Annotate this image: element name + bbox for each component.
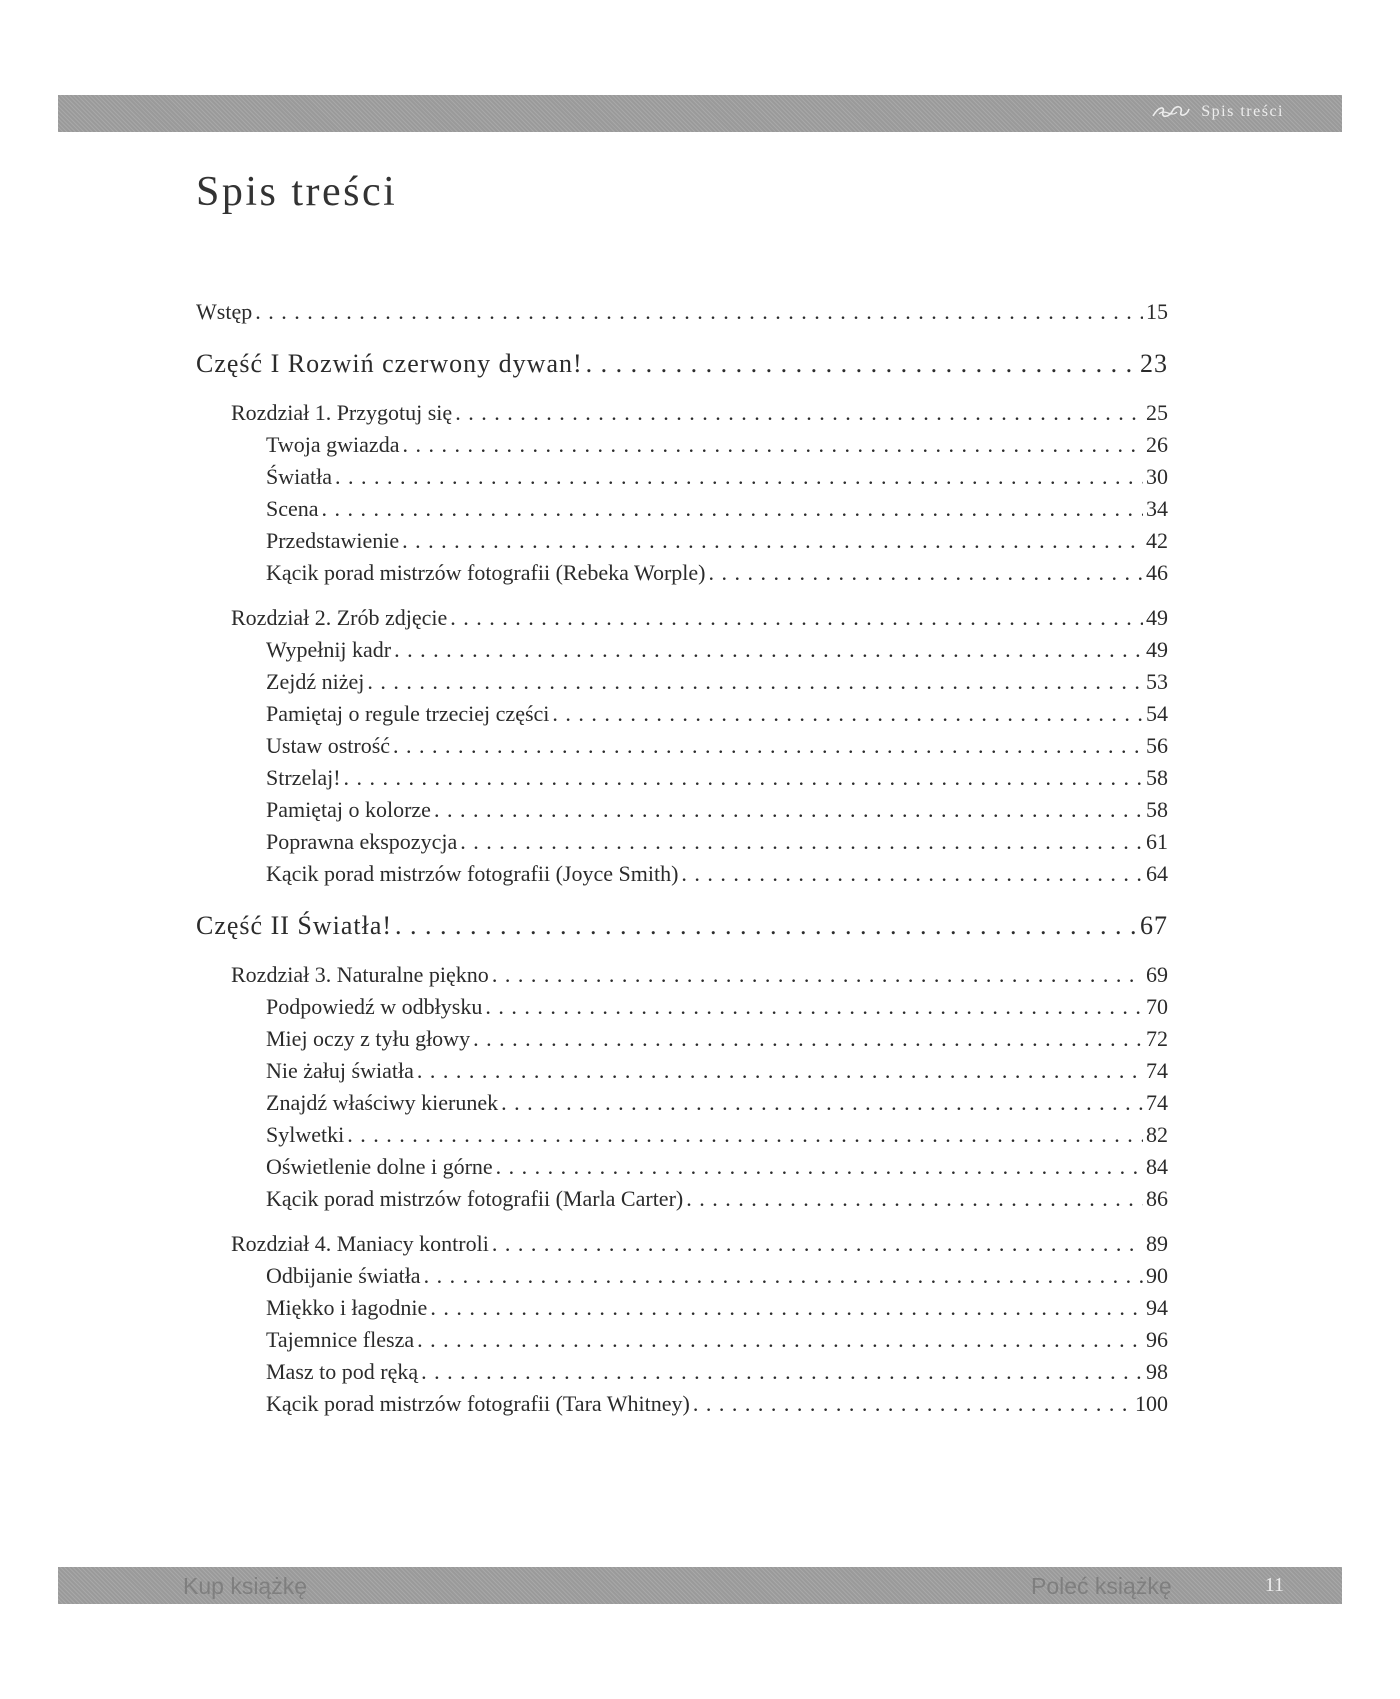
- toc-leader-dots: [455, 397, 1143, 429]
- buy-book-link[interactable]: Kup książkę: [183, 1573, 308, 1599]
- toc-leader-dots: [255, 296, 1143, 328]
- toc-page-number: 25: [1146, 400, 1168, 425]
- toc-page-number: 34: [1146, 496, 1168, 521]
- toc-section[interactable]: [196, 1183, 1168, 1215]
- toc-leader-dots: [501, 1087, 1143, 1119]
- toc-page-number: 56: [1146, 733, 1168, 758]
- running-header: [1151, 103, 1284, 121]
- toc-entry-label: Tajemnice flesza: [266, 1327, 415, 1352]
- toc-section[interactable]: [196, 429, 1168, 461]
- toc-entry-label: Scena: [266, 496, 319, 521]
- toc-page-number: 26: [1146, 432, 1168, 457]
- toc-section[interactable]: [196, 698, 1168, 730]
- toc-page-number: 15: [1146, 299, 1168, 324]
- toc-section[interactable]: [196, 634, 1168, 666]
- toc-page-number: 64: [1146, 861, 1168, 886]
- toc-leader-dots: [344, 762, 1143, 794]
- toc-entry-intro[interactable]: [196, 296, 1168, 328]
- toc-page-number: 58: [1146, 797, 1168, 822]
- toc-leader-dots: [552, 698, 1143, 730]
- toc-entry-label: Oświetlenie dolne i górne: [266, 1154, 493, 1179]
- toc-entry-label: Rozdział 2. Zrób zdjęcie: [231, 605, 448, 630]
- toc-leader-dots: [686, 1183, 1143, 1215]
- toc-leader-dots: [434, 794, 1143, 826]
- toc-chapter-3[interactable]: [196, 959, 1168, 991]
- toc-page-number: 23: [1140, 349, 1168, 378]
- toc-entry-label: Poprawna ekspozycja: [266, 829, 458, 854]
- toc-page-number: 67: [1140, 911, 1168, 940]
- toc-section[interactable]: [196, 730, 1168, 762]
- toc-page-number: 86: [1146, 1186, 1168, 1211]
- header-bar: [58, 95, 1342, 132]
- toc-entry-label: Kącik porad mistrzów fotografii (Joyce Smith): [266, 861, 679, 886]
- toc-leader-dots: [367, 666, 1143, 698]
- toc-entry-label: Przedstawienie: [266, 528, 400, 553]
- toc-page-number: 74: [1146, 1090, 1168, 1115]
- toc-leader-dots: [485, 991, 1143, 1023]
- toc-entry-label: Rozdział 1. Przygotuj się: [231, 400, 453, 425]
- toc-entry-label: Kącik porad mistrzów fotografii (Rebeka Worple): [266, 560, 706, 585]
- toc-chapter-4[interactable]: [196, 1228, 1168, 1260]
- toc-page-number: 74: [1146, 1058, 1168, 1083]
- toc-page-number: 89: [1146, 1231, 1168, 1256]
- toc-page-number: 54: [1146, 701, 1168, 726]
- toc-leader-dots: [402, 429, 1143, 461]
- toc-section[interactable]: [196, 666, 1168, 698]
- toc-page-number: 42: [1146, 528, 1168, 553]
- toc-page-number: 84: [1146, 1154, 1168, 1179]
- toc-entry-label: Twoja gwiazda: [266, 432, 400, 457]
- toc-section[interactable]: [196, 762, 1168, 794]
- recommend-book-link[interactable]: Poleć książkę: [1031, 1573, 1172, 1599]
- toc-section[interactable]: [196, 991, 1168, 1023]
- toc-section[interactable]: [196, 1023, 1168, 1055]
- toc-leader-dots: [681, 858, 1143, 890]
- toc-section[interactable]: [196, 493, 1168, 525]
- toc-leader-dots: [417, 1324, 1143, 1356]
- toc-leader-dots: [586, 342, 1137, 386]
- toc-section[interactable]: [196, 1087, 1168, 1119]
- toc-page-number: 53: [1146, 669, 1168, 694]
- toc-entry-label: Sylwetki: [266, 1122, 345, 1147]
- toc-entry-label: Kącik porad mistrzów fotografii (Marla Carter): [266, 1186, 684, 1211]
- toc-section[interactable]: [196, 1324, 1168, 1356]
- toc-entry-label: Pamiętaj o kolorze: [266, 797, 431, 822]
- toc-part-1[interactable]: [196, 342, 1168, 386]
- toc-page-number: 58: [1146, 765, 1168, 790]
- toc-page-number: 96: [1146, 1327, 1168, 1352]
- toc-page-number: 82: [1146, 1122, 1168, 1147]
- toc-entry-label: Część II Światła!: [196, 911, 393, 940]
- toc-page-number: 46: [1146, 560, 1168, 585]
- toc-leader-dots: [450, 602, 1143, 634]
- toc-page-number: 98: [1146, 1359, 1168, 1384]
- toc-page-number: 70: [1146, 994, 1168, 1019]
- toc-entry-label: Znajdź właściwy kierunek: [266, 1090, 499, 1115]
- toc-entry-label: Światła: [266, 464, 332, 489]
- toc-page-number: 30: [1146, 464, 1168, 489]
- toc-leader-dots: [496, 1151, 1143, 1183]
- toc-page-number: 72: [1146, 1026, 1168, 1051]
- toc-entry-label: Ustaw ostrość: [266, 733, 391, 758]
- toc-leader-dots: [709, 557, 1143, 589]
- toc-section[interactable]: [196, 1292, 1168, 1324]
- toc-page-number: 69: [1146, 962, 1168, 987]
- toc-leader-dots: [492, 959, 1143, 991]
- flourish-ornament-icon: [1151, 104, 1191, 120]
- toc-entry-label: Wstęp: [196, 299, 253, 324]
- toc-section[interactable]: [196, 794, 1168, 826]
- toc-leader-dots: [395, 904, 1137, 948]
- toc-page-number: 100: [1135, 1391, 1168, 1416]
- toc-entry-label: Część I Rozwiń czerwony dywan!: [196, 349, 583, 378]
- toc-leader-dots: [460, 826, 1143, 858]
- toc-part-2[interactable]: [196, 904, 1168, 948]
- toc-section[interactable]: [196, 525, 1168, 557]
- table-of-contents: [196, 296, 1168, 1420]
- toc-entry-label: Wypełnij kadr: [266, 637, 392, 662]
- toc-page-number: 61: [1146, 829, 1168, 854]
- toc-entry-label: Rozdział 3. Naturalne piękno: [231, 962, 489, 987]
- page-number: 11: [1264, 1574, 1284, 1596]
- toc-entry-label: Masz to pod ręką: [266, 1359, 419, 1384]
- toc-entry-label: Pamiętaj o regule trzeciej części: [266, 701, 550, 726]
- toc-entry-label: Nie żałuj światła: [266, 1058, 414, 1083]
- toc-section[interactable]: [196, 461, 1168, 493]
- toc-section[interactable]: [196, 1356, 1168, 1388]
- toc-leader-dots: [417, 1055, 1143, 1087]
- toc-section[interactable]: [196, 826, 1168, 858]
- toc-leader-dots: [394, 634, 1143, 666]
- footer-bar: [58, 1567, 1342, 1604]
- toc-section[interactable]: [196, 557, 1168, 589]
- toc-entry-label: Odbijanie światła: [266, 1263, 421, 1288]
- toc-page-number: 94: [1146, 1295, 1168, 1320]
- toc-page-number: 49: [1146, 637, 1168, 662]
- toc-entry-label: Miękko i łagodnie: [266, 1295, 428, 1320]
- toc-leader-dots: [335, 461, 1143, 493]
- running-header-title: Spis treści: [1201, 103, 1284, 120]
- toc-leader-dots: [347, 1119, 1143, 1151]
- toc-entry-label: Strzelaj!: [266, 765, 341, 790]
- toc-leader-dots: [492, 1228, 1143, 1260]
- toc-leader-dots: [322, 493, 1143, 525]
- toc-section[interactable]: [196, 1260, 1168, 1292]
- toc-leader-dots: [402, 525, 1143, 557]
- toc-page-number: 90: [1146, 1263, 1168, 1288]
- toc-entry-label: Rozdział 4. Maniacy kontroli: [231, 1231, 489, 1256]
- toc-section[interactable]: [196, 1055, 1168, 1087]
- toc-leader-dots: [421, 1356, 1143, 1388]
- toc-entry-label: Podpowiedź w odbłysku: [266, 994, 483, 1019]
- toc-entry-label: Miej oczy z tyłu głowy: [266, 1026, 471, 1051]
- toc-leader-dots: [430, 1292, 1143, 1324]
- toc-leader-dots: [424, 1260, 1143, 1292]
- toc-section[interactable]: [196, 1119, 1168, 1151]
- toc-entry-label: Zejdź niżej: [266, 669, 365, 694]
- toc-section[interactable]: [196, 858, 1168, 890]
- toc-leader-dots: [693, 1388, 1132, 1420]
- toc-section[interactable]: [196, 1388, 1168, 1420]
- toc-chapter-1[interactable]: [196, 397, 1168, 429]
- toc-entry-label: Kącik porad mistrzów fotografii (Tara Whitney): [266, 1391, 690, 1416]
- toc-chapter-2[interactable]: [196, 602, 1168, 634]
- toc-page-number: 49: [1146, 605, 1168, 630]
- toc-leader-dots: [393, 730, 1143, 762]
- page-title: Spis treści: [196, 169, 398, 215]
- toc-leader-dots: [473, 1023, 1143, 1055]
- toc-section[interactable]: [196, 1151, 1168, 1183]
